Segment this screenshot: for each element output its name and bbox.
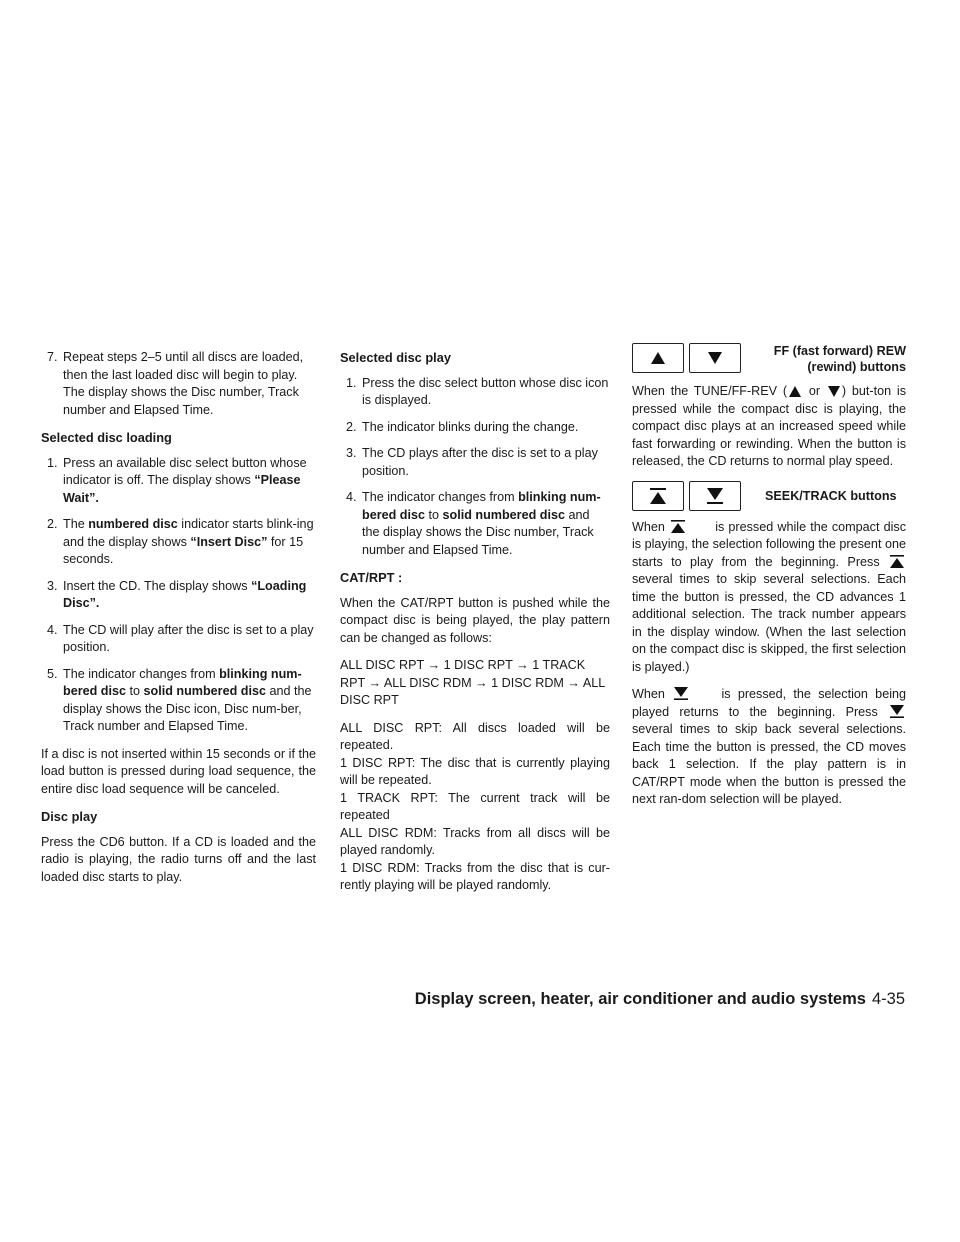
display-message: “Loading Disc”. [63, 578, 307, 610]
paragraph-text: is pressed while the compact disc is playing, the selection following the present one starts to play from the beginning. Press [632, 519, 906, 569]
step-text: to [425, 507, 443, 522]
triangle-down-icon [707, 351, 723, 365]
step-number: 2. [346, 419, 357, 434]
emphasis: solid numbered disc [442, 507, 565, 522]
emphasis: numbered disc [88, 517, 178, 531]
tune-up-button [632, 343, 684, 373]
step-text: to [126, 684, 144, 698]
play-step-1 [340, 375, 610, 410]
step-3 [41, 578, 316, 613]
tune-down-button [689, 343, 741, 373]
definition: ALL DISC RDM: Tracks from all discs will be played randomly. [340, 825, 610, 857]
cat-rpt-intro: When the CAT/RPT button is pushed while the compact disc is being played, the play pattern can be changed as follows: [340, 595, 610, 645]
definition: ALL DISC RPT: All discs loaded will be repeated. [340, 720, 610, 752]
paragraph-text: several times to skip back several selections. Each time the button is pressed, the CD moves back 1 selection. If the play pattern is in CAT/RPT mode when the button is pressed the next ran-dom selection will be played. [632, 722, 906, 806]
column-1 [41, 349, 316, 896]
step-text: The indicator blinks during the change. [362, 419, 579, 434]
emphasis: blinking num-bered disc [63, 666, 302, 698]
step-text: The CD plays after the disc is set to a play position. [362, 446, 598, 478]
definition: 1 DISC RPT: The disc that is currently playing will be repeated. [340, 755, 610, 787]
loading-steps [41, 455, 316, 736]
seek-track-heading: SEEK/TRACK buttons [765, 488, 897, 503]
loading-steps-cont [41, 349, 316, 419]
seek-track-header [632, 481, 906, 511]
step-text: The CD will play after the disc is set to a play position. [63, 622, 314, 654]
step-text: indicator starts blink-ing and the display shows [63, 517, 314, 549]
step-text: The indicator changes from [362, 490, 519, 504]
skip-down-icon [674, 687, 688, 700]
definition: 1 DISC RDM: Tracks from the disc that is cur-rently playing will be played randomly. [340, 860, 610, 892]
page-footer [415, 991, 905, 1010]
skip-up-icon [671, 520, 685, 533]
paragraph-text: is pressed, the selection being played returns to the beginning. Press [632, 687, 906, 719]
play-steps [340, 375, 610, 560]
step-text: Insert the CD. The display shows [63, 578, 252, 593]
cat-rpt-sequence: ALL DISC RPT → 1 DISC RPT → 1 TRACK RPT → ALL DISC RDM → 1 DISC RDM → ALL DISC RPT [340, 658, 605, 707]
step-2 [41, 516, 316, 569]
display-message: “Please Wait”. [63, 473, 301, 505]
seek-track-buttons-illustration [632, 481, 741, 511]
paragraph-text: When the TUNE/FF-REV ( [632, 384, 788, 398]
step-text: Repeat steps 2–5 until all discs are loaded, then the last loaded disc will begin to play. The display shows the Disc number, Track number and Elapsed Time. [63, 350, 304, 417]
ff-rew-header [632, 343, 906, 375]
cat-rpt-heading: CAT/RPT : [340, 570, 403, 585]
play-step-3 [340, 445, 610, 480]
selected-disc-play-heading: Selected disc play [340, 350, 451, 365]
step-text: for 15 seconds. [63, 534, 304, 566]
seek-up-button [632, 481, 684, 511]
step-text: and the display shows the Disc number, Track number and Elapsed Time. [362, 507, 594, 557]
ff-rew-heading: FF (fast forward) REW (rewind) buttons [773, 344, 906, 374]
column-2 [340, 349, 610, 895]
skip-up-icon [649, 487, 667, 505]
emphasis: solid numbered disc [143, 684, 266, 698]
column-3 [632, 343, 906, 819]
step-7 [41, 349, 316, 419]
step-number: 4. [47, 622, 58, 637]
disc-play-paragraph: Press the CD6 button. If a CD is loaded and the radio is playing, the radio turns off and the last loaded disc starts to play. [41, 834, 316, 884]
skip-down-icon [890, 705, 904, 718]
triangle-down-icon [828, 386, 840, 397]
step-text: Press an available disc select button whose indicator is off. The display shows [63, 455, 307, 487]
step-number: 5. [47, 666, 58, 681]
skip-up-icon [890, 555, 904, 568]
cat-rpt-definitions [340, 720, 610, 895]
step-1 [41, 455, 316, 508]
display-message: “Insert Disc” [190, 534, 268, 549]
play-step-2 [340, 419, 610, 437]
step-number: 1. [47, 455, 58, 470]
paragraph-text: or [803, 384, 826, 398]
ff-rew-buttons-illustration [632, 343, 741, 373]
selected-disc-loading-heading: Selected disc loading [41, 430, 172, 445]
triangle-up-icon [650, 351, 666, 365]
paragraph-text: When [632, 519, 670, 534]
skip-down-icon [706, 487, 724, 505]
step-number: 7. [47, 350, 58, 364]
page-number: 4-35 [871, 990, 905, 1008]
seek-down-button [689, 481, 741, 511]
seek-back-paragraph [632, 686, 906, 809]
section-title: Display screen, heater, air conditioner and audio systems [414, 990, 866, 1008]
paragraph-text: ) but-ton is pressed while the compact disc is playing, the compact disc plays at an increased speed while fast forwarding or rewinding. When the button is released, the CD returns to normal play speed. [632, 384, 907, 468]
triangle-up-icon [789, 386, 801, 397]
emphasis: blinking num-bered disc [362, 490, 601, 522]
paragraph-text: several times to skip several selections. Each time the button is pressed, the CD advances 1 additional selection. The track number appears in the display window. (When the last selection on the compact disc is skipped, the first selection is played.) [632, 572, 906, 674]
step-number: 1. [346, 375, 357, 390]
step-number: 3. [346, 446, 357, 460]
paragraph-text: When [632, 687, 673, 701]
ff-rew-paragraph [632, 383, 906, 471]
disc-play-heading: Disc play [41, 809, 98, 824]
step-text: The [63, 517, 89, 531]
step-4 [41, 622, 316, 657]
definition: 1 TRACK RPT: The current track will be repeated [340, 790, 610, 822]
step-number: 4. [346, 490, 357, 504]
step-5 [41, 666, 316, 736]
play-step-4 [340, 489, 610, 559]
step-number: 2. [47, 517, 58, 531]
step-text: and the display shows the Disc icon, Disc num-ber, Track number and Elapsed Time. [63, 684, 312, 733]
step-text: The indicator changes from [63, 666, 220, 681]
timeout-paragraph: If a disc is not inserted within 15 seconds or if the load button is pressed during load sequence, the entire disc load sequence will be canceled. [41, 746, 316, 796]
seek-forward-paragraph [632, 519, 906, 677]
step-number: 3. [47, 578, 58, 593]
step-text: Press the disc select button whose disc icon is displayed. [362, 375, 609, 407]
